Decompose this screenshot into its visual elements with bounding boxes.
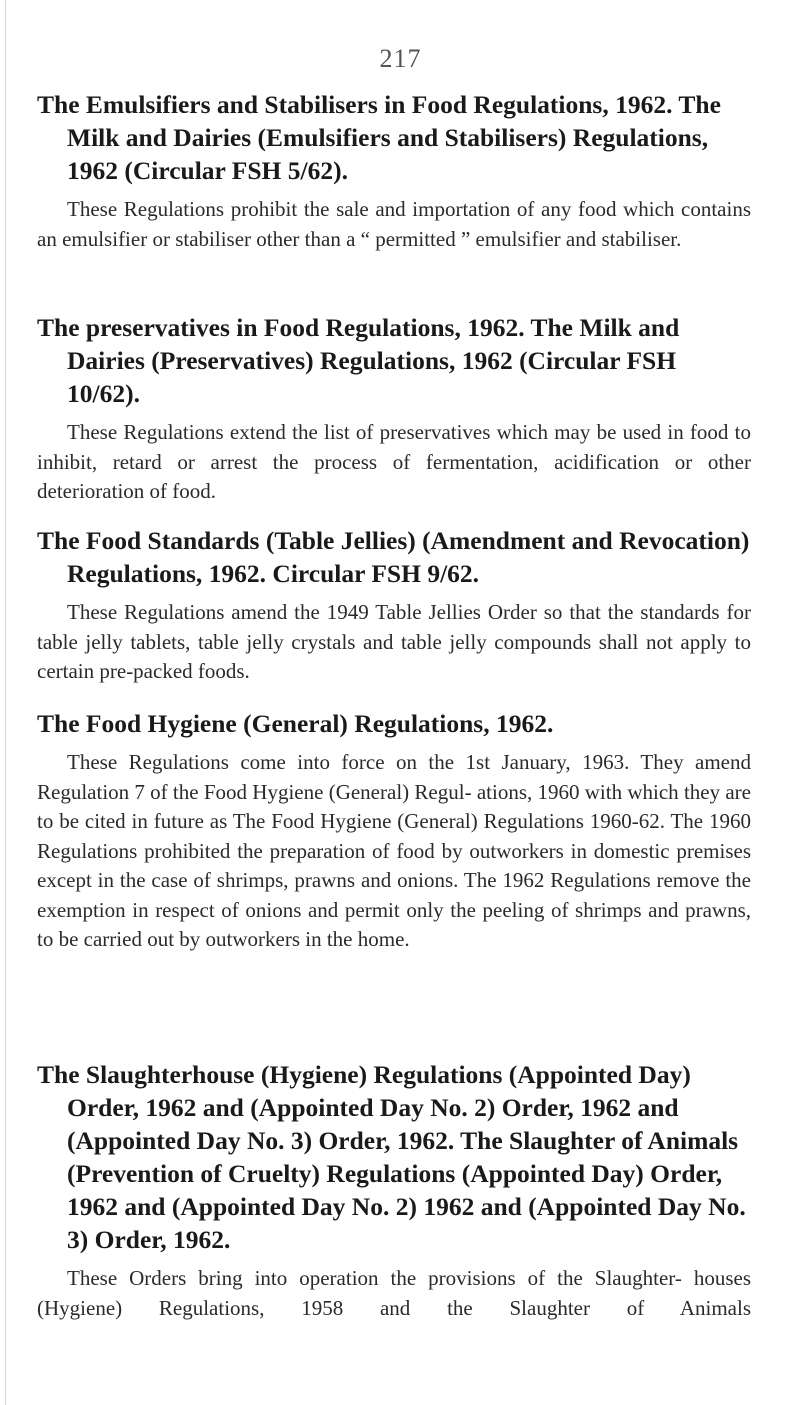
section-heading: The Food Hygiene (General) Regulations, 1962. <box>37 709 554 738</box>
section-body: These Regulations come into force on the 1st January, 1963. They amend Regulation 7 of the Food Hygiene (General) Regul- ations, 1960 with which they are to be cited in future as The Food Hygiene (General) Regulations 1960-62. The 1960 Regulations prohibited the preparation of food by outworkers in domestic premises except in the case of shrimps, prawns and onions. The 1962 Regulations remove the exemption in respect of onions and permit only the peeling of shrimps and prawns, to be carried out by outworkers in the home. <box>37 750 751 951</box>
section-heading: The Slaughterhouse (Hygiene) Regulations (Appointed Day) Order, 1962 and (Appointed Day No. 2) Order, 1962 and (Appointed Day No. 3) Order, 1962. The Slaughter of Animals (Prevention of Cruelty) Regulations (Appointed Day) Order, 1962 and (Appointed Day No. 2) 1962 and (Appointed Day No. 3) Order, 1962. <box>37 1060 746 1254</box>
section-slaughterhouse <box>0 1058 801 1323</box>
section-preservatives <box>0 311 801 507</box>
section-table-jellies <box>0 524 801 687</box>
section-emulsifiers <box>0 88 801 254</box>
section-heading: The Food Standards (Table Jellies) (Amendment and Revocation) Regulations, 1962. Circular FSH 9/62. <box>37 526 750 588</box>
section-heading: The preservatives in Food Regulations, 1962. The Milk and Dairies (Preservatives) Regulations, 1962 (Circular FSH 10/62). <box>37 313 680 408</box>
section-heading: The Emulsifiers and Stabilisers in Food Regulations, 1962. The Milk and Dairies (Emulsifiers and Stabilisers) Regulations, 1962 (Circular FSH 5/62). <box>37 90 721 185</box>
section-food-hygiene <box>0 707 801 955</box>
section-body: These Regulations amend the 1949 Table Jellies Order so that the standards for table jelly tablets, table jelly crystals and table jelly compounds shall not apply to certain pre-packed foods. <box>37 600 751 683</box>
section-body: These Regulations prohibit the sale and importation of any food which contains an emulsifier or stabiliser other than a “ permitted ” emulsifier and stabiliser. <box>37 197 751 251</box>
section-body: These Regulations extend the list of preservatives which may be used in food to inhibit, retard or arrest the process of fermentation, acidification or other deterioration of food. <box>37 420 751 503</box>
page-number: 217 <box>379 44 422 73</box>
section-body: These Orders bring into operation the provisions of the Slaughter- houses (Hygiene) Regulations, 1958 and the Slaughter of Animals <box>37 1266 751 1320</box>
